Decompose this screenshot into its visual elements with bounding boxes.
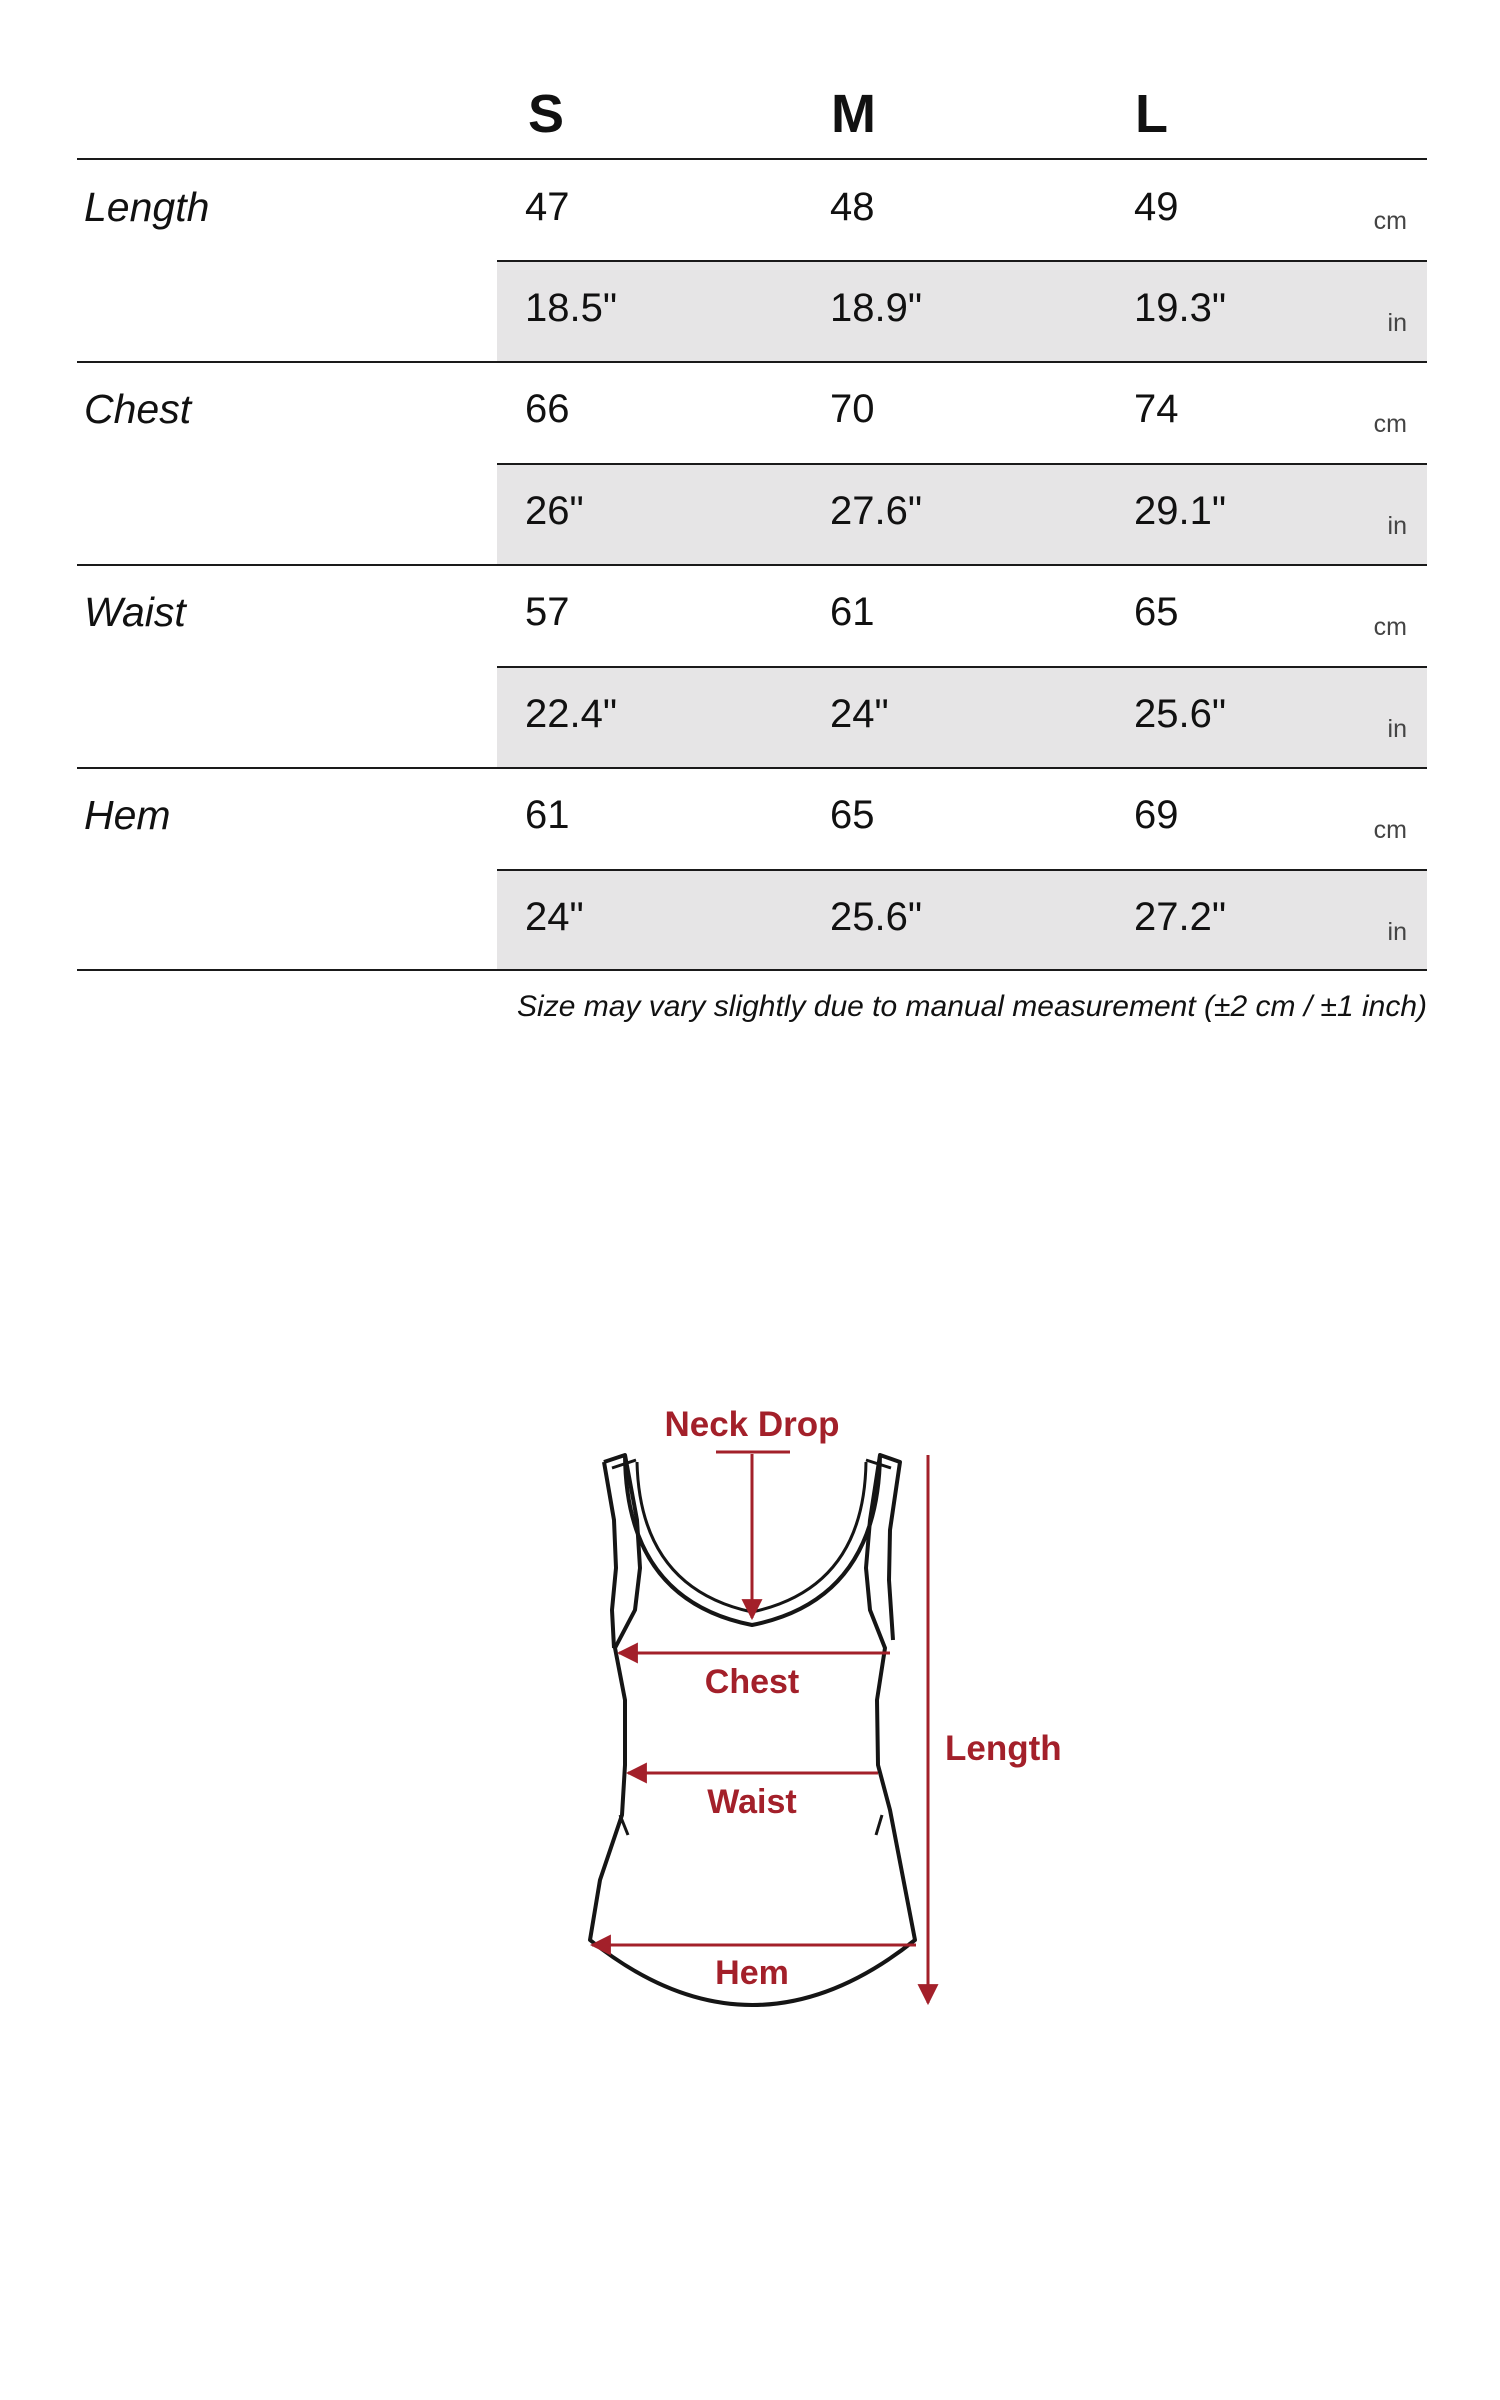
unit-in: in	[1387, 918, 1407, 946]
chest-l-in: 29.1"	[1134, 489, 1227, 533]
table-rule	[497, 666, 1427, 668]
row-band	[497, 465, 1427, 564]
length-m-in: 18.9"	[830, 286, 923, 330]
hem-m-in: 25.6"	[830, 895, 923, 939]
unit-in: in	[1387, 309, 1407, 337]
chest-m-in: 27.6"	[830, 489, 923, 533]
side-slit-left	[620, 1815, 628, 1835]
row-band	[497, 871, 1427, 970]
length-l-in: 19.3"	[1134, 286, 1227, 330]
size-m-header: M	[831, 84, 876, 144]
unit-in: in	[1387, 715, 1407, 743]
measurement-label-waist: Waist	[84, 589, 186, 635]
hem-l-cm: 69	[1134, 793, 1179, 837]
side-slit-right	[876, 1815, 882, 1835]
size-header-row	[0, 0, 1500, 158]
table-rule	[497, 260, 1427, 262]
length-l-cm: 49	[1134, 185, 1179, 229]
chest-l-cm: 74	[1134, 387, 1179, 431]
size-l-header: L	[1135, 84, 1168, 144]
measurement-label-hem: Hem	[84, 792, 171, 838]
waist-l-cm: 65	[1134, 590, 1179, 634]
table-rule	[77, 564, 1427, 566]
unit-in: in	[1387, 512, 1407, 540]
waist-s-cm: 57	[525, 590, 570, 634]
row-band	[497, 668, 1427, 767]
measurement-note: Size may vary slightly due to manual measurement (±2 cm / ±1 inch)	[517, 990, 1427, 1023]
strap-right	[866, 1455, 900, 1468]
length-s-cm: 47	[525, 185, 570, 229]
hem-s-in: 24"	[525, 895, 584, 939]
hem-l-in: 27.2"	[1134, 895, 1227, 939]
strap-left	[604, 1455, 636, 1468]
chest-s-cm: 66	[525, 387, 570, 431]
table-rule	[497, 463, 1427, 465]
unit-cm: cm	[1373, 816, 1407, 844]
row-band	[497, 262, 1427, 361]
garment-left-side	[604, 1462, 616, 1648]
neckline-inner	[637, 1462, 866, 1612]
hem-m-cm: 65	[830, 793, 875, 837]
chest-m-cm: 70	[830, 387, 875, 431]
waist-s-in: 22.4"	[525, 692, 618, 736]
chest-s-in: 26"	[525, 489, 584, 533]
table-rule	[77, 158, 1427, 160]
size-s-header: S	[528, 84, 565, 144]
waist-m-in: 24"	[830, 692, 889, 736]
unit-cm: cm	[1373, 613, 1407, 641]
unit-cm: cm	[1373, 410, 1407, 438]
measurement-label-chest: Chest	[84, 386, 192, 432]
table-rule	[77, 767, 1427, 769]
neckline-outer	[625, 1455, 880, 1625]
length-s-in: 18.5"	[525, 286, 618, 330]
table-rule	[77, 361, 1427, 363]
length-m-cm: 48	[830, 185, 875, 229]
waist-l-in: 25.6"	[1134, 692, 1227, 736]
neck-drop-label: Neck Drop	[664, 1405, 840, 1444]
unit-cm: cm	[1373, 207, 1407, 235]
measurement-label-length: Length	[84, 184, 210, 230]
length-label: Length	[945, 1729, 1062, 1768]
waist-label: Waist	[707, 1783, 797, 1821]
table-rule	[497, 869, 1427, 871]
hem-label: Hem	[715, 1954, 789, 1992]
hem-s-cm: 61	[525, 793, 570, 837]
chest-label: Chest	[704, 1663, 800, 1701]
garment-outline	[590, 1455, 915, 2005]
waist-m-cm: 61	[830, 590, 875, 634]
table-rule	[77, 969, 1427, 971]
